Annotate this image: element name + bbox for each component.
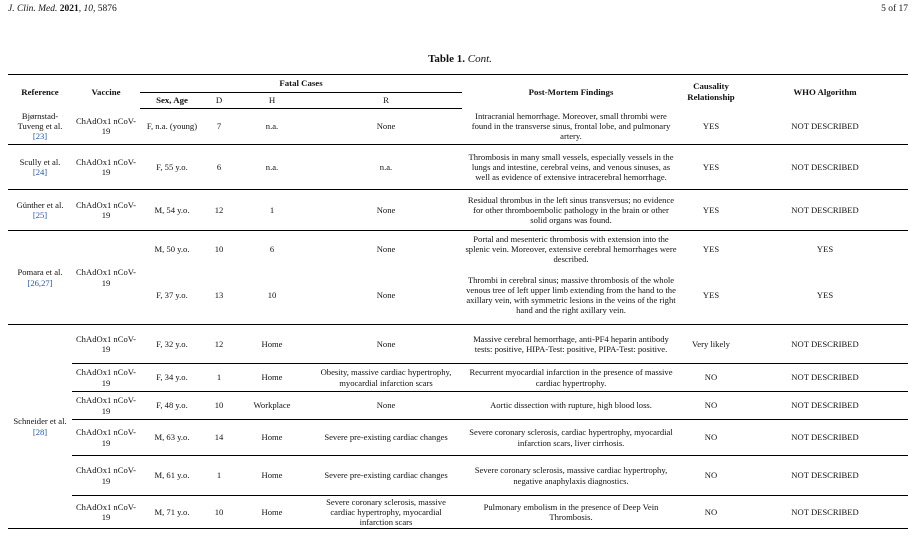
reference-name: Schneider et al. [13, 416, 67, 427]
r-cell: n.a. [310, 145, 462, 190]
table-row [8, 267, 908, 325]
d-cell: 10 [204, 231, 234, 267]
vaccine-cell: ChAdOx1 nCoV-19 [72, 364, 140, 392]
findings-cell: Aortic dissection with rupture, high blood loss. [462, 392, 680, 420]
who-cell: NOT DESCRIBED [742, 325, 908, 364]
sex-age-cell: M, 50 y.o. [140, 231, 204, 267]
journal-name: J. Clin. Med. [8, 4, 58, 14]
who-cell: NOT DESCRIBED [791, 121, 859, 132]
causality-cell: NO [680, 364, 742, 392]
h-cell: n.a. [234, 145, 310, 190]
who-cell: NOT DESCRIBED [742, 496, 908, 529]
causality-cell: NO [680, 496, 742, 529]
reference-cell [8, 109, 72, 145]
causality-cell: YES [680, 145, 742, 190]
causality-cell: YES [702, 121, 720, 132]
sex-age-cell: F, n.a. (young) [146, 121, 198, 132]
causality-cell: YES [702, 290, 720, 301]
r-cell: None [310, 190, 462, 231]
reference-name: Bjørnstad-Tuveng et al. [17, 110, 63, 131]
findings-cell: Massive cerebral hemorrhage, anti-PF4 heparin antibody tests: positive, HIPA-Test: positive, PIPA-Test: positive. [462, 325, 680, 364]
table-row [8, 496, 908, 529]
vaccine-cell: ChAdOx1 nCoV-19 [72, 325, 140, 364]
table-caption [0, 53, 920, 65]
vaccine-cell: ChAdOx1 nCoV-19 [72, 145, 140, 190]
header-r: R [310, 93, 462, 109]
r-cell: Severe pre-existing cardiac changes [310, 420, 462, 456]
sex-age-cell: M, 54 y.o. [140, 190, 204, 231]
vaccine-cell: ChAdOx1 nCoV-19 [72, 190, 140, 231]
h-cell: 10 [267, 290, 277, 301]
citation-link[interactable]: [23] [32, 131, 48, 142]
header-vaccine: Vaccine [72, 75, 140, 109]
h-cell: Workplace [234, 392, 310, 420]
causality-cell: YES [680, 231, 742, 267]
r-cell: None [310, 231, 462, 267]
h-cell: 1 [234, 190, 310, 231]
r-cell: None [310, 392, 462, 420]
sex-age-cell: F, 55 y.o. [140, 145, 204, 190]
running-header-citation: J. Clin. Med. 2021, 10, 5876 [8, 4, 117, 14]
findings-cell: Thrombosis in many small vessels, especially vessels in the lungs and intestine, cerebral veins, and venous sinuses, as well as evidence of extensive intracerebral hemorrhage. [462, 145, 680, 190]
sex-age-cell: M, 61 y.o. [140, 456, 204, 496]
fatal-cases-table [8, 74, 908, 529]
header-sex-age: Sex, Age [140, 93, 204, 109]
table-row [8, 364, 908, 392]
header-fatal-cases: Fatal Cases [140, 75, 462, 93]
findings-cell: Thrombi in cerebral sinus; massive thrombosis of the whole venous tree of left upper limb extending from the hand to the axillary vein, with symmetric lesions in the veins of the right hand and the right axillary vein. [466, 274, 676, 316]
sex-age-cell: F, 32 y.o. [140, 325, 204, 364]
who-cell: NOT DESCRIBED [742, 364, 908, 392]
h-cell: Home [234, 364, 310, 392]
who-cell: YES [816, 290, 834, 301]
h-cell: 6 [234, 231, 310, 267]
reference-cell [8, 190, 72, 231]
who-cell: YES [742, 231, 908, 267]
vaccine-cell: ChAdOx1 nCoV-19 [72, 420, 140, 456]
findings-cell: Residual thrombus in the left sinus transversus; no evidence for other thromboembolic pathology in the brain or other solid organs was found. [462, 190, 680, 231]
who-cell: NOT DESCRIBED [742, 456, 908, 496]
r-cell: None [376, 290, 396, 301]
header-h: H [234, 93, 310, 109]
findings-cell: Severe coronary sclerosis, massive cardiac hypertrophy, negative anaphylaxis diagnostics. [462, 456, 680, 496]
header-reference: Reference [8, 75, 72, 109]
table-row [8, 145, 908, 190]
h-cell: Home [234, 456, 310, 496]
table-row [8, 231, 908, 267]
sex-age-cell: M, 71 y.o. [140, 496, 204, 529]
d-cell: 7 [216, 121, 222, 132]
causality-cell: YES [680, 190, 742, 231]
header-post-mortem: Post-Mortem Findings [462, 75, 680, 109]
who-cell: NOT DESCRIBED [742, 392, 908, 420]
vaccine-cell: ChAdOx1 nCoV-19 [75, 115, 137, 137]
findings-cell: Pulmonary embolism in the presence of Deep Vein Thrombosis. [462, 496, 680, 529]
sex-age-cell: F, 48 y.o. [140, 392, 204, 420]
h-cell: Home [234, 325, 310, 364]
table-row [8, 190, 908, 231]
d-cell: 13 [214, 290, 224, 301]
d-cell: 12 [204, 190, 234, 231]
d-cell: 6 [204, 145, 234, 190]
table-row [8, 325, 908, 364]
causality-cell: Very likely [680, 325, 742, 364]
h-cell: n.a. [265, 121, 279, 132]
findings-cell: Intracranial hemorrhage. Moreover, small thrombi were found in the transverse sinus, frontal lobe, and pulmonary artery. [471, 111, 671, 142]
h-cell: Home [234, 420, 310, 456]
d-cell: 14 [204, 420, 234, 456]
reference-name: Scully et al. [19, 156, 61, 167]
citation-link[interactable]: [25] [32, 210, 48, 220]
d-cell: 10 [204, 392, 234, 420]
journal-year: 2021 [59, 4, 79, 14]
header-causality: Causality Relationship [680, 75, 742, 109]
who-cell: NOT DESCRIBED [742, 145, 908, 190]
causality-cell: NO [680, 456, 742, 496]
vaccine-cell: ChAdOx1 nCoV-19 [72, 392, 140, 420]
article-number: 5876 [97, 4, 117, 14]
h-cell: Home [234, 496, 310, 529]
citation-link[interactable]: [26,27] [27, 277, 53, 288]
who-cell: NOT DESCRIBED [742, 190, 908, 231]
d-cell: 10 [204, 496, 234, 529]
d-cell: 1 [204, 364, 234, 392]
reference-cell [8, 325, 72, 529]
vaccine-cell: ChAdOx1 nCoV-19 [72, 456, 140, 496]
citation-link[interactable]: [28] [32, 426, 48, 437]
r-cell: None [310, 325, 462, 364]
table-caption-text: Cont. [467, 53, 492, 65]
header-d: D [204, 93, 234, 109]
r-cell: Obesity, massive cardiac hypertrophy, myocardial infarction scars [310, 364, 462, 392]
vaccine-cell: ChAdOx1 nCoV-19 [72, 231, 140, 325]
sex-age-cell: M, 63 y.o. [140, 420, 204, 456]
header-who: WHO Algorithm [742, 75, 908, 109]
r-cell: Severe coronary sclerosis, massive cardiac hypertrophy, myocardial infarction scars [310, 496, 462, 529]
journal-volume: 10 [83, 4, 93, 14]
table-row [8, 420, 908, 456]
reference-name: Günther et al. [16, 199, 64, 210]
who-cell: NOT DESCRIBED [742, 420, 908, 456]
causality-cell: NO [680, 420, 742, 456]
d-cell: 12 [204, 325, 234, 364]
findings-cell: Severe coronary sclerosis, cardiac hypertrophy, myocardial infarction scars, liver cirrhosis. [462, 420, 680, 456]
reference-cell [8, 231, 72, 325]
findings-cell: Portal and mesenteric thrombosis with extension into the splenic vein. Moreover, extensive cerebral hemorrhages were described. [462, 231, 680, 267]
reference-cell [8, 145, 72, 190]
reference-name: Pomara et al. [17, 267, 63, 278]
table-row [8, 456, 908, 496]
d-cell: 1 [204, 456, 234, 496]
table-caption-label: Table 1. [428, 53, 465, 65]
sex-age-cell: F, 37 y.o. [156, 290, 188, 301]
r-cell: None [376, 121, 396, 132]
r-cell: Severe pre-existing cardiac changes [310, 456, 462, 496]
citation-link[interactable]: [24] [32, 167, 48, 177]
causality-cell: NO [680, 392, 742, 420]
page-number: 5 of 17 [881, 4, 908, 14]
findings-cell: Recurrent myocardial infarction in the presence of massive cardiac hypertrophy. [462, 364, 680, 392]
vaccine-cell: ChAdOx1 nCoV-19 [72, 496, 140, 529]
sex-age-cell: F, 34 y.o. [140, 364, 204, 392]
table-row [8, 392, 908, 420]
table-row [8, 109, 908, 145]
